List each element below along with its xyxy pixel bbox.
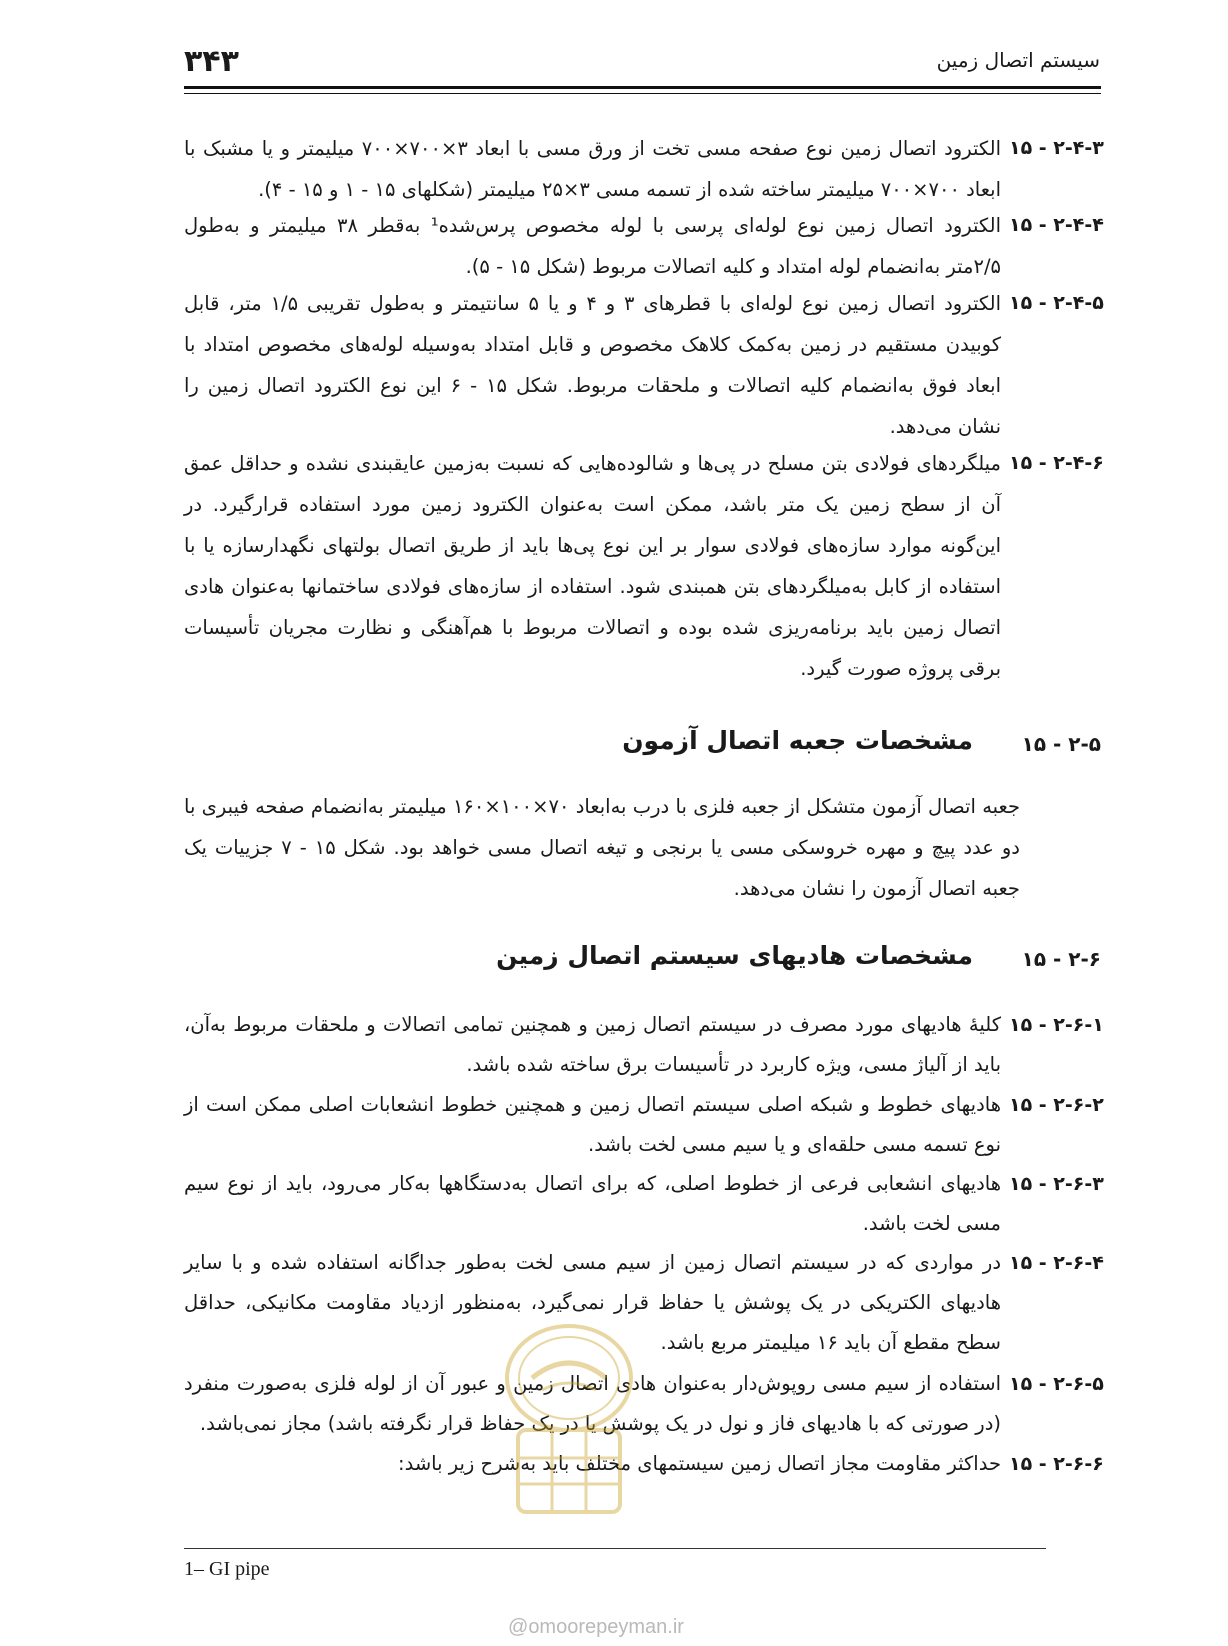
section-heading-conductors (184, 941, 1101, 985)
page-number: ۳۴۳ (184, 44, 239, 79)
clause-text: میلگردهای فولادی بتن مسلح در پی‌ها و شالوده‌هایی که نسبت به‌زمین عایقبندی نشده و حداقل عمق آن از سطح زمین یک متر باشد، ممکن است به‌عنوان الکترود زمین مورد استفاده قرار‌گیرد. در این‌گونه موارد سازه‌های فولادی سوار بر این نوع پی‌ها باید از طریق اتصال بولتهای نگهدارسازه یا با استفاده از کابل به‌میلگردهای بتن همبندی شود. استفاده از سازه‌های فولادی ساختمانها به‌عنوان هادی اتصال زمین باید برنامه‌ریزی شده بوده و اتصالات مربوط با هم‌آهنگی و نظارت مجریان تأسیسات برقی پروژه صورت گیرد. (184, 452, 1001, 680)
clause-15-2-4-6 (184, 443, 1104, 689)
running-title: سیستم اتصال زمین (936, 48, 1100, 72)
watermark-url-text: omoorepeyman.ir (528, 1616, 684, 1638)
clause-number: ۱۵ - ۲-۶-۱ (1009, 1014, 1104, 1036)
clause-15-2-6-6 (184, 1444, 1104, 1484)
clause-15-2-4-4 (184, 205, 1104, 287)
section-number: ۱۵ - ۲-۵ (1021, 732, 1101, 756)
footnote: 1– GI pipe (184, 1558, 270, 1580)
header-rule-thin (184, 93, 1101, 94)
clause-text: الکترود اتصال زمین نوع لوله‌ای با قطرهای ۳ و ۴ و یا ۵ سانتیمتر و به‌طول تقریبی ۱/۵ متر، قابل کوبیدن مستقیم در زمین به‌کمک کلاهک مخصوص و قابل امتداد به‌وسیله لوله‌های مخصوص امتداد با ابعاد فوق به‌انضمام کلیه اتصالات و ملحقات مربوط. شکل ۱۵ - ۶ این نوع الکترود اتصال زمین را نشان می‌دهد. (184, 292, 1001, 438)
clause-number: ۱۵ - ۲-۶-۲ (1009, 1094, 1104, 1116)
section-heading-test-box (184, 726, 1101, 770)
clause-15-2-6-1 (184, 1005, 1104, 1085)
clause-15-2-4-5 (184, 283, 1104, 447)
section-title: مشخصات هادیهای سیستم اتصال زمین (496, 941, 973, 970)
footnote-rule (184, 1548, 1046, 1549)
clause-number: ۱۵ - ۲-۶-۴ (1009, 1252, 1104, 1274)
clause-number: ۱۵ - ۲-۴-۳ (1009, 137, 1104, 159)
clause-15-2-6-4 (184, 1243, 1104, 1363)
clause-number: ۱۵ - ۲-۶-۳ (1009, 1173, 1104, 1195)
clause-number: ۱۵ - ۲-۶-۶ (1009, 1453, 1104, 1475)
clause-15-2-4-3 (184, 128, 1104, 210)
clause-text: الکترود اتصال زمین نوع لوله‌ای پرسی با لوله مخصوص پرس‌شده¹ به‌قطر ۳۸ میلیمتر و به‌طول ۲/۵متر به‌انضمام لوله امتداد و کلیه اتصالات مربوط (شکل ۱۵ - ۵). (184, 214, 1002, 278)
clause-15-2-6-3 (184, 1164, 1104, 1244)
clause-text: در مواردی که در سیستم اتصال زمین از سیم مسی لخت به‌طور جداگانه استفاده شده و با سایر هادیهای الکتریکی در یک پوشش یا حفاظ قرار نمی‌گیرد، به‌منظور ازدیاد مقاومت مکانیکی، حداقل سطح مقطع آن باید ۱۶ میلیمتر مربع باشد. (184, 1251, 1001, 1354)
clause-15-2-6-5 (184, 1364, 1104, 1444)
clause-text: کلیهٔ هادیهای مورد مصرف در سیستم اتصال زمین و همچنین تمامی اتصالات و ملحقات مربوط به‌آن، باید از آلیاژ مسی، ویژه کاربرد در تأسیسات برق ساخته شده باشد. (184, 1013, 1001, 1076)
test-box-paragraph: جعبه اتصال آزمون متشکل از جعبه فلزی با درب به‌ابعاد ۷۰×۱۰۰×۱۶۰ میلیمتر به‌انضمام صفحه فیبری با دو عدد پیچ و مهره خروسکی مسی یا برنجی و تیغه اتصال مسی خواهد بود. شکل ۱۵ - ۷ جزییات یک جعبه اتصال آزمون را نشان می‌دهد. (184, 795, 1020, 900)
clause-text: هادیهای خطوط و شبکه اصلی سیستم اتصال زمین و همچنین خطوط انشعابات اصلی ممکن است از نوع تسمه مسی حلقه‌ای و یا سیم مسی لخت باشد. (184, 1093, 1001, 1156)
section-number: ۱۵ - ۲-۶ (1021, 947, 1101, 971)
watermark-url (508, 1616, 684, 1639)
clause-15-2-6-2 (184, 1085, 1104, 1165)
header-rule-thick (184, 86, 1101, 89)
at-icon: @ (508, 1616, 529, 1638)
clause-number: ۱۵ - ۲-۶-۵ (1009, 1373, 1104, 1395)
clause-text: استفاده از سیم مسی روپوش‌دار به‌عنوان هادی اتصال زمین و عبور آن از لوله فلزی به‌صورت منفرد (در صورتی که با هادیهای فاز و نول در یک پوشش یا در یک حفاظ قرار نگرفته باشد) مجاز نمی‌باشد. (184, 1372, 1001, 1435)
clause-text: حداکثر مقاومت مجاز اتصال زمین سیستمهای مختلف باید به‌شرح زیر باشد: (398, 1452, 1001, 1475)
clause-number: ۱۵ - ۲-۴-۶ (1009, 452, 1104, 474)
clause-text: الکترود اتصال زمین نوع صفحه مسی تخت از ورق مسی با ابعاد ۳×۷۰۰×۷۰۰ میلیمتر و یا مشبک با ابعاد ۷۰۰×۷۰۰ میلیمتر ساخته شده از تسمه مسی ۳×۲۵ میلیمتر (شکلهای ۱۵ - ۱ و ۱۵ - ۴). (184, 137, 1001, 201)
section-title: مشخصات جعبه اتصال آزمون (622, 726, 973, 755)
clause-number: ۱۵ - ۲-۴-۵ (1009, 292, 1104, 314)
clause-number: ۱۵ - ۲-۴-۴ (1009, 214, 1104, 236)
clause-text: هادیهای انشعابی فرعی از خطوط اصلی، که برای اتصال به‌دستگاهها به‌کار می‌رود، باید از نوع سیم مسی لخت باشد. (184, 1172, 1001, 1235)
